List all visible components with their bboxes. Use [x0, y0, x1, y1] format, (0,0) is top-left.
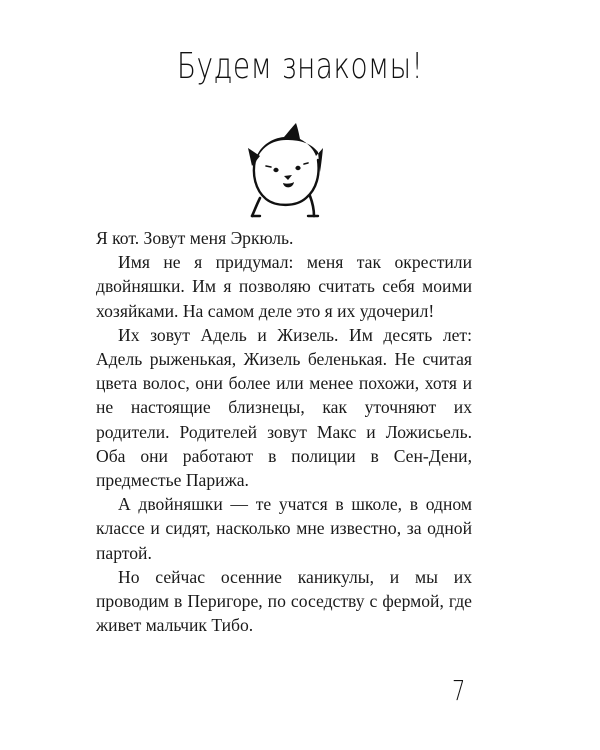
paragraph: Я кот. Зовут меня Эркюль.: [96, 228, 294, 248]
page-number: 7: [452, 674, 466, 707]
chapter-title: Будем знакомы!: [176, 46, 424, 87]
chapter-text: [96, 226, 472, 637]
cat-face-icon: [238, 122, 334, 218]
paragraph: Но сейчас осенние каникулы, и мы их проводим в Перигоре, по соседству с фермой, где живет мальчик Тибо.: [96, 566, 472, 636]
paragraph: Имя не я придумал: меня так окрестили двойняшки. Им я позволяю считать себя моими хозяйками. На самом деле это я их удочерил!: [96, 252, 472, 321]
paragraph: Их зовут Адель и Жизель. Им десять лет: Адель рыженькая, Жизель беленькая. Не считая цвета волос, они более или менее похожи, хотя и не настоящие близнецы, как уточняют их родители. Родителей зовут Макс и Ложисьель. Оба они работают в полиции в Сен-Дени, предместье Парижа.: [96, 324, 472, 491]
paragraph: А двойняшки — те учатся в школе, в одном классе и сидят, насколько мне известно, за одной партой.: [96, 494, 472, 563]
